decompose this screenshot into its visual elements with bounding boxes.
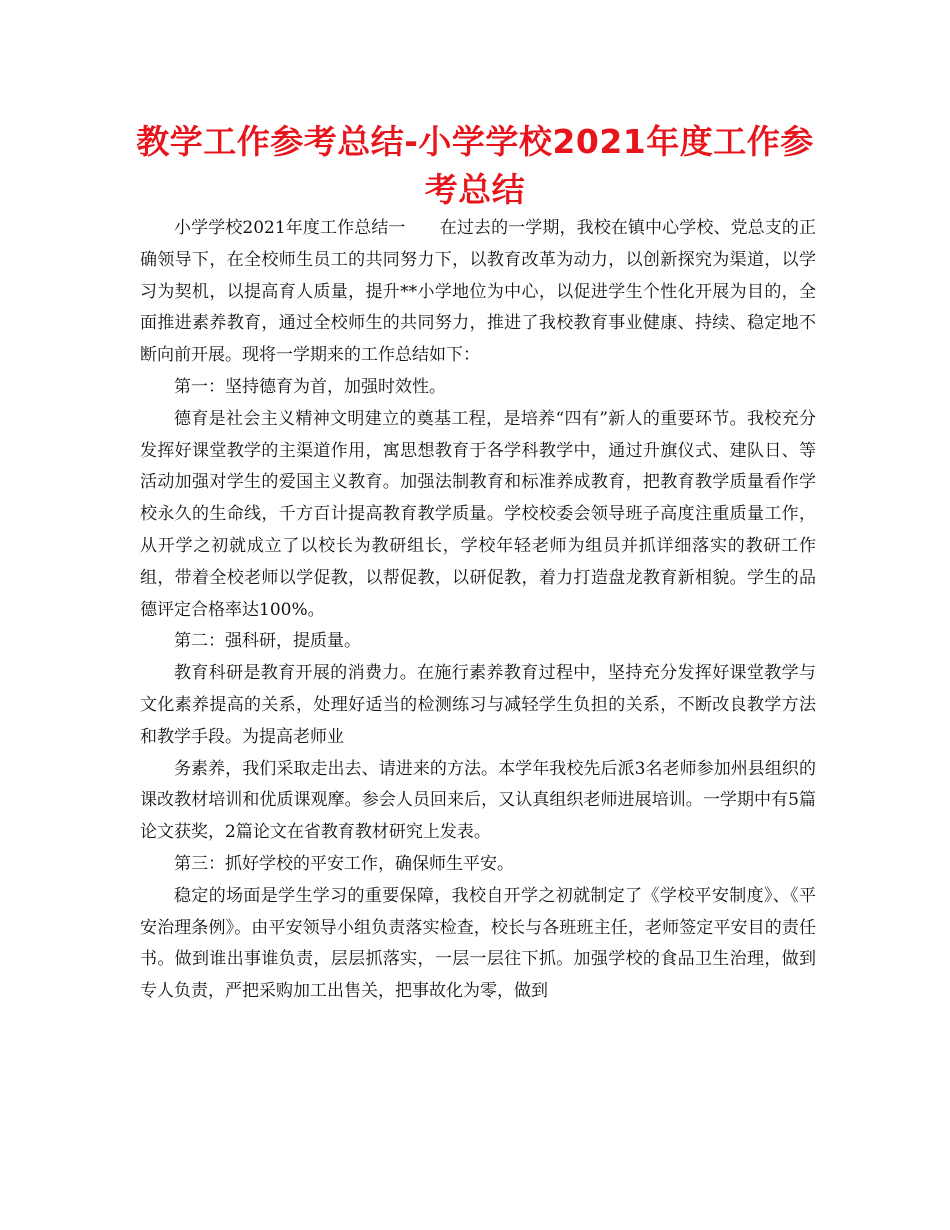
paragraph-teacher-training: 务素养，我们采取走出去、请进来的方法。本学年我校先后派3名老师参加州县组织的课改教材培训和优质课观摩。参会人员回来后，又认真组织老师进展培训。一学期中有5篇论文获奖，2篇论文在省教育教材研究上发表。 xyxy=(140,758,816,843)
document-body xyxy=(140,213,816,1008)
section-heading-research: 第二：强科研，提质量。 xyxy=(174,631,361,652)
section-heading-moral-education: 第一：坚持德育为首，加强时效性。 xyxy=(174,376,446,397)
document-title: 教学工作参考总结-小学学校2021年度工作参考总结 xyxy=(136,122,814,209)
paragraph-safety: 稳定的场面是学生学习的重要保障，我校自开学之初就制定了《学校平安制度》、《平安治理条例》。由平安领导小组负责落实检查，校长与各班班主任，老师签定平安目的责任书。做到谁出事谁负责，层层抓落实，一层一层往下抓。加强学校的食品卫生治理，做到专人负责，严把采购加工出售关，把事故化为零，做到 xyxy=(140,885,816,1002)
paragraph-intro: 小学学校2021年度工作总结一 在过去的一学期，我校在镇中心学校、党总支的正确领导下，在全校师生员工的共同努力下，以教育改革为动力，以创新探究为渠道，以学习为契机，以提高育人质量，提升**小学地位为中心，以促进学生个性化开展为目的，全面推进素养教育，通过全校师生的共同努力，推进了我校教育事业健康、持续、稳定地不断向前开展。现将一学期来的工作总结如下： xyxy=(140,218,816,366)
section-heading-safety: 第三：抓好学校的平安工作，确保师生平安。 xyxy=(174,853,514,874)
paragraph-moral-education: 德育是社会主义精神文明建立的奠基工程，是培养“四有”新人的重要环节。我校充分发挥好课堂教学的主渠道作用，寓思想教育于各学科教学中，通过升旗仪式、建队日、等活动加强对学生的爱国主义教育。加强法制教育和标准养成教育，把教育教学质量看作学校永久的生命线，千方百计提高教育教学质量。学校校委会领导班子高度注重质量工作，从开学之初就成立了以校长为教研组长，学校年轻老师为组员并抓详细落实的教研工作组，带着全校老师以学促教，以帮促教，以研促教，着力打造盘龙教育新相貌。学生的品德评定合格率达100%。 xyxy=(140,408,816,620)
paragraph-research: 教育科研是教育开展的消费力。在施行素养教育过程中，坚持充分发挥好课堂教学与文化素养提高的关系，处理好适当的检测练习与减轻学生负担的关系，不断改良教学方法和教学手段。为提高老师业 xyxy=(140,663,816,747)
